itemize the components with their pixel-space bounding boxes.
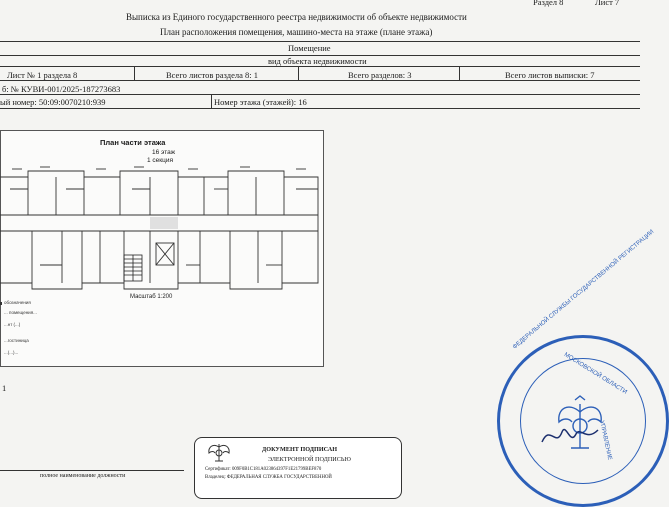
document-title: Выписка из Единого государственного реестра недвижимости об объекте недвижимости bbox=[126, 12, 467, 22]
plan-scale: Масштаб 1:200 bbox=[130, 294, 173, 300]
signature-rule bbox=[0, 470, 184, 471]
handwritten-signature bbox=[540, 420, 600, 450]
legend-item: ... помещения... bbox=[4, 310, 37, 315]
table-rule bbox=[0, 94, 640, 95]
seal-text: ФЕДЕРАЛЬНОЙ СЛУЖБЫ ГОСУДАРСТВЕННОЙ РЕГИСТРАЦИИ bbox=[512, 229, 656, 351]
cadastral-number: ый номер: 50:09:0070210:939 bbox=[0, 97, 106, 107]
column-divider bbox=[459, 66, 460, 80]
object-kind: вид объекта недвижимости bbox=[268, 56, 367, 66]
table-rule bbox=[0, 108, 640, 109]
page-number: 1 bbox=[2, 383, 7, 393]
total-sheets-extract: Всего листов выписки: 7 bbox=[505, 70, 595, 80]
document-number: б: № КУВИ-001/2025-187273683 bbox=[2, 84, 121, 94]
table-rule bbox=[0, 80, 640, 81]
document-subtitle: План расположения помещения, машино-места на этаже (плане этажа) bbox=[160, 27, 433, 37]
position-caption: полное наименование должности bbox=[40, 473, 126, 479]
column-divider bbox=[211, 94, 212, 108]
table-rule bbox=[0, 66, 640, 67]
legend-marker bbox=[0, 302, 2, 305]
total-sections: Всего разделов: 3 bbox=[348, 70, 412, 80]
column-divider bbox=[298, 66, 299, 80]
plan-section-label: 1 секция bbox=[147, 157, 174, 164]
legend-item: обозначения bbox=[4, 300, 31, 305]
floor-plan-drawing bbox=[0, 165, 322, 295]
seal-text: УПРАВЛЕНИЕ bbox=[598, 420, 613, 461]
table-rule bbox=[0, 41, 640, 42]
sheet-of-section: Лист № 1 раздела 8 bbox=[7, 70, 78, 80]
legend-item: ...нт (...) bbox=[4, 322, 21, 327]
e-signature-title: ДОКУМЕНТ ПОДПИСАН bbox=[262, 446, 338, 453]
column-divider bbox=[134, 66, 135, 80]
section-corner-label: Раздел 8 bbox=[533, 0, 564, 7]
plan-floor-label: 16 этаж bbox=[152, 149, 176, 156]
certificate-owner: Владелец: ФЕДЕРАЛЬНАЯ СЛУЖБА ГОСУДАРСТВЕННОЙ bbox=[205, 475, 332, 480]
coat-of-arms-icon bbox=[205, 441, 233, 465]
total-sheets-section: Всего листов раздела 8: 1 bbox=[166, 70, 258, 80]
legend-item: ...гостиница bbox=[4, 338, 29, 343]
certificate-number: Сертификат: 009F0B1C181A023864397F1E21799BEF870 bbox=[205, 467, 322, 472]
sheet-corner-label: Лист 7 bbox=[595, 0, 620, 7]
object-name: Помещение bbox=[288, 43, 331, 53]
legend-item: ...(...)... bbox=[4, 350, 19, 355]
floor-number: Номер этажа (этажей): 16 bbox=[214, 97, 307, 107]
plan-title: План части этажа bbox=[100, 138, 166, 147]
e-signature-subtitle: ЭЛЕКТРОННОЙ ПОДПИСЬЮ bbox=[268, 456, 351, 463]
seal-text: МОСКОВСКОЙ ОБЛАСТИ bbox=[562, 352, 628, 396]
